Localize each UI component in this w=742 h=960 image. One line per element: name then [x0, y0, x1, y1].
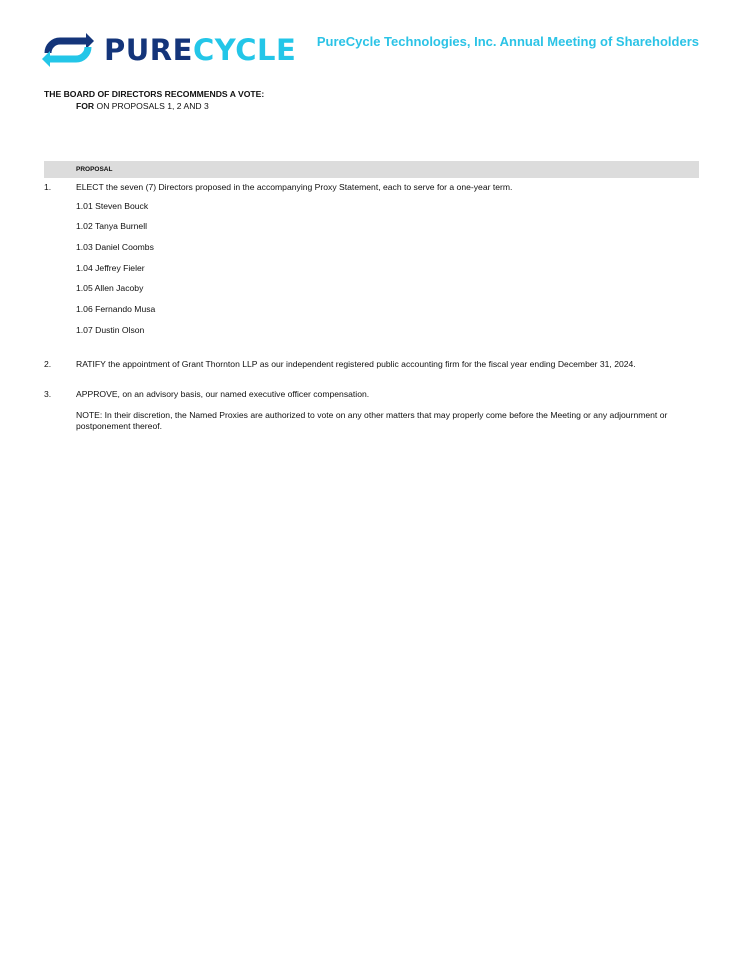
proposal-header-bar — [44, 161, 699, 178]
proposal-header-label: PROPOSAL — [76, 166, 113, 173]
nominee-item: 1.03 Daniel Coombs — [76, 242, 154, 252]
proxy-note: NOTE: In their discretion, the Named Proxies are authorized to vote on any other matters that may properly come before the Meeting or any adjournment or postponement thereof. — [76, 410, 668, 431]
logo-wordmark — [104, 32, 296, 68]
nominee-item: 1.04 Jeffrey Fieler — [76, 263, 145, 273]
nominee-item: 1.06 Fernando Musa — [76, 304, 156, 314]
meeting-title: PureCycle Technologies, Inc. Annual Meeting of Shareholders — [316, 34, 699, 49]
logo-word-cycle: CYCLE — [192, 33, 297, 67]
recommendation-for-text: ON PROPOSALS 1, 2 AND 3 — [94, 101, 209, 111]
proposal-number: 1. — [44, 182, 52, 192]
nominee-item: 1.02 Tanya Burnell — [76, 221, 148, 231]
nominee-item: 1.01 Steven Bouck — [76, 201, 149, 211]
proposal-text: APPROVE, on an advisory basis, our named executive officer compensation. — [76, 389, 370, 399]
board-recommendation — [44, 88, 264, 112]
proposal-text: RATIFY the appointment of Grant Thornton LLP as our independent registered public accounting firm for the fiscal year ending December 31, 2024. — [76, 359, 636, 369]
purecycle-logo — [42, 27, 297, 73]
nominee-item: 1.07 Dustin Olson — [76, 325, 145, 335]
nominee-item: 1.05 Allen Jacoby — [76, 283, 144, 293]
recommendation-heading: THE BOARD OF DIRECTORS RECOMMENDS A VOTE: — [44, 89, 265, 99]
recommendation-line — [44, 100, 264, 112]
proposal-text: ELECT the seven (7) Directors proposed in the accompanying Proxy Statement, each to serve for a one-year term. — [76, 182, 513, 192]
purecycle-logo-mark-icon — [42, 27, 94, 73]
logo-word-pure: PURE — [104, 33, 193, 67]
proposal-number: 3. — [44, 389, 52, 399]
proposal-number: 2. — [44, 359, 52, 369]
recommendation-for-label: FOR — [76, 101, 95, 111]
